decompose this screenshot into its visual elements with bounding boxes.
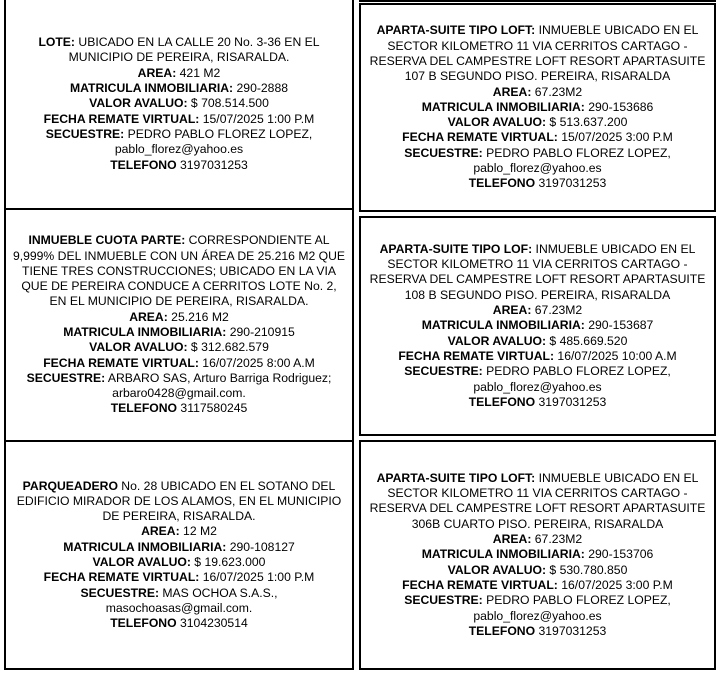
field-value: $ 19.623.000 [190,555,266,569]
listing-line [138,66,221,81]
listing-line [89,96,269,111]
field-value: 290-108127 [226,539,295,554]
listing-line [70,81,288,96]
field-value: CORRESPONDIENTE AL 9,999% DEL INMUEBLE CON UN ÁREA DE 25.216 M2 QUE TIENE TRES CONSTRUCCIONES; UBICADO EN LA VIA QUE DE PEREIRA CONDUCE A CERRITOS LOTE No. 2, EN EL MUNICIPIO DE PEREIRA, RISARALDA. [12,233,346,309]
field-label: AREA: [492,303,532,318]
listing-line [44,112,315,127]
listing-line [111,401,248,416]
field-label: VALOR AVALUO: [447,562,547,577]
field-value: INMUEBLE UBICADO EN EL SECTOR KILOMETRO 11 VIA CERRITOS CARTAGO - RESERVA DEL CAMPESTRE LOFT RESORT APARTASUITE 108 B SEGUNDO PISO. PEREIRA, RISARALDA [369,241,706,302]
field-label: FECHA REMATE VIRTUAL: [402,577,558,592]
listing-apartasuite-306b [359,440,716,670]
field-value: 3197031253 [535,623,607,638]
listing-line [12,371,346,402]
field-value: PEDRO PABLO FLOREZ LOPEZ, pablo_florez@yahoo.es [473,593,671,623]
field-value: 15/07/2025 3:00 P.M [557,130,673,145]
field-value: ARBARO SAS, Arturo Barriga Rodriguez; arbaro0428@gmail.com. [105,370,332,401]
field-label: SECUESTRE: [80,585,160,600]
field-value: 16/07/2025 1:00 P.M [199,570,315,585]
field-value: 290-210915 [226,325,295,339]
listing-line [448,563,628,578]
field-label: AREA: [129,309,168,324]
field-value: INMUEBLE UBICADO EN EL SECTOR KILOMETRO 11 VIA CERRITOS CARTAGO - RESERVA DEL CAMPESTRE LOFT RESORT APARTASUITE 306B CUARTO PISO. PEREIRA, RISARALDA [369,470,706,531]
field-label: FECHA REMATE VIRTUAL: [43,570,200,585]
listing-line [448,334,628,349]
field-label: SECUESTRE: [26,370,106,385]
field-value: 290-153706 [584,547,654,562]
field-value: 67.23M2 [531,303,583,318]
field-value: PEDRO PABLO FLOREZ LOPEZ, pablo_florez@yahoo.es [473,364,671,394]
field-value: No. 28 UBICADO EN EL SOTANO DEL EDIFICIO MIRADOR DE LOS ALAMOS, EN EL MUNICIPIO DE PEREIRA, RISARALDA. [16,478,342,524]
field-label: MATRICULA INMOBILIARIA: [421,318,585,333]
listing-apartasuite-108b [359,216,716,436]
field-label: MATRICULA INMOBILIARIA: [421,99,585,114]
field-value: $ 513.637.200 [546,115,628,130]
listing-line [12,127,346,158]
field-value: 16/07/2025 3:00 P.M [557,577,673,592]
listing-line [422,100,654,115]
field-label: TELEFONO [468,623,536,638]
listing-line [89,340,269,355]
listing-line [12,479,346,525]
field-label: SECUESTRE: [404,593,483,608]
field-label: TELEFONO [110,157,177,172]
field-value: 67.23M2 [531,532,583,547]
field-value: INMUEBLE UBICADO EN EL SECTOR KILOMETRO 11 VIA CERRITOS CARTAGO - RESERVA DEL CAMPESTRE LOFT RESORT APARTASUITE 107 B SEGUNDO PISO. PEREIRA, RISARALDA [369,23,706,84]
field-label: VALOR AVALUO: [92,555,191,569]
listing-line [367,471,708,532]
listing-line [422,318,654,333]
field-value: 421 M2 [176,65,221,80]
field-value: 3197031253 [535,176,607,191]
field-label: VALOR AVALUO: [89,340,188,355]
field-value: PEDRO PABLO FLOREZ LOPEZ, pablo_florez@yahoo.es [114,126,313,157]
field-value: MAS OCHOA S.A.S., masochoasas@gmail.com. [105,585,278,615]
field-label: AREA: [492,532,532,547]
field-label: VALOR AVALUO: [89,96,188,111]
field-label: TELEFONO [110,401,178,416]
listing-line [12,35,346,66]
field-value: UBICADO EN LA CALLE 20 No. 3-36 EN EL MUNICIPIO DE PEREIRA, RISARALDA. [68,35,320,65]
listing-line [367,242,708,303]
field-value: 290-153686 [584,99,654,114]
listing-line [469,624,607,639]
listing-line [448,115,628,130]
field-value: 3197031253 [176,157,248,172]
field-label: FECHA REMATE VIRTUAL: [402,130,558,145]
listing-line [12,233,346,309]
field-label: TELEFONO [110,616,177,631]
listing-parqueadero [4,440,354,670]
field-label: AREA: [137,65,177,80]
field-label: MATRICULA INMOBILIARIA: [63,539,227,554]
listing-line [493,532,582,547]
field-label: SECUESTRE: [404,364,483,379]
field-label: FECHA REMATE VIRTUAL: [43,111,200,126]
listing-line [469,176,607,191]
field-label: FECHA REMATE VIRTUAL: [43,355,199,370]
field-value: 15/07/2025 1:00 P.M [199,111,315,126]
listing-line [43,356,315,371]
field-label: MATRICULA INMOBILIARIA: [421,547,585,562]
field-label: VALOR AVALUO: [447,115,547,130]
listing-line [93,555,266,570]
field-label: FECHA REMATE VIRTUAL: [398,348,555,363]
listing-line [12,586,346,617]
field-label: APARTA-SUITE TIPO LOFT: [376,23,536,38]
listing-inmueble-cuota-parte [4,208,354,442]
field-value: 16/07/2025 8:00 A.M [198,355,315,370]
listing-line [493,303,582,318]
field-label: TELEFONO [468,176,536,191]
field-value: 67.23M2 [531,84,583,99]
field-label: TELEFONO [468,394,536,409]
field-label: AREA: [141,524,180,539]
field-value: 290-2888 [233,81,289,96]
field-label: SECUESTRE: [404,145,483,160]
listing-line [44,570,315,585]
listing-line [402,578,673,593]
listing-line [367,364,708,395]
listing-line [63,325,295,340]
field-value: $ 708.514.500 [187,96,269,111]
listing-line [469,395,607,410]
field-value: 12 M2 [179,524,217,539]
field-label: INMUEBLE CUOTA PARTE: [28,233,186,248]
field-value: PEDRO PABLO FLOREZ LOPEZ, pablo_florez@yahoo.es [473,145,671,176]
listing-line [63,540,295,555]
listing-line [398,349,676,364]
field-label: APARTA-SUITE TIPO LOFT: [376,470,536,485]
field-label: APARTA-SUITE TIPO LOF: [379,241,533,256]
field-label: SECUESTRE: [45,126,125,141]
field-value: 3117580245 [177,401,248,416]
field-value: 290-153687 [584,318,654,333]
listing-lote [4,0,354,210]
listing-apartasuite-107b [359,3,716,212]
field-label: VALOR AVALUO: [447,333,547,348]
listing-line [367,23,708,84]
field-label: MATRICULA INMOBILIARIA: [63,325,227,339]
field-value: 16/07/2025 10:00 A.M [554,348,677,363]
listing-line [367,146,708,177]
listing-line [129,310,229,325]
listing-line [422,547,654,562]
field-value: $ 312.682.579 [187,340,269,355]
field-value: 3104230514 [176,616,248,631]
listing-line [493,85,582,100]
field-value: 25.216 M2 [167,309,229,324]
listing-line [141,524,217,539]
field-label: MATRICULA INMOBILIARIA: [69,81,234,96]
listing-line [110,616,248,631]
field-label: PARQUEADERO [22,478,118,493]
listing-line [110,158,248,173]
field-label: LOTE: [38,35,75,50]
listing-line [402,130,673,145]
field-label: AREA: [492,84,532,99]
field-value: $ 485.669.520 [546,333,628,348]
field-value: 3197031253 [535,394,607,409]
listing-line [367,593,708,624]
field-value: $ 530.780.850 [546,562,628,577]
